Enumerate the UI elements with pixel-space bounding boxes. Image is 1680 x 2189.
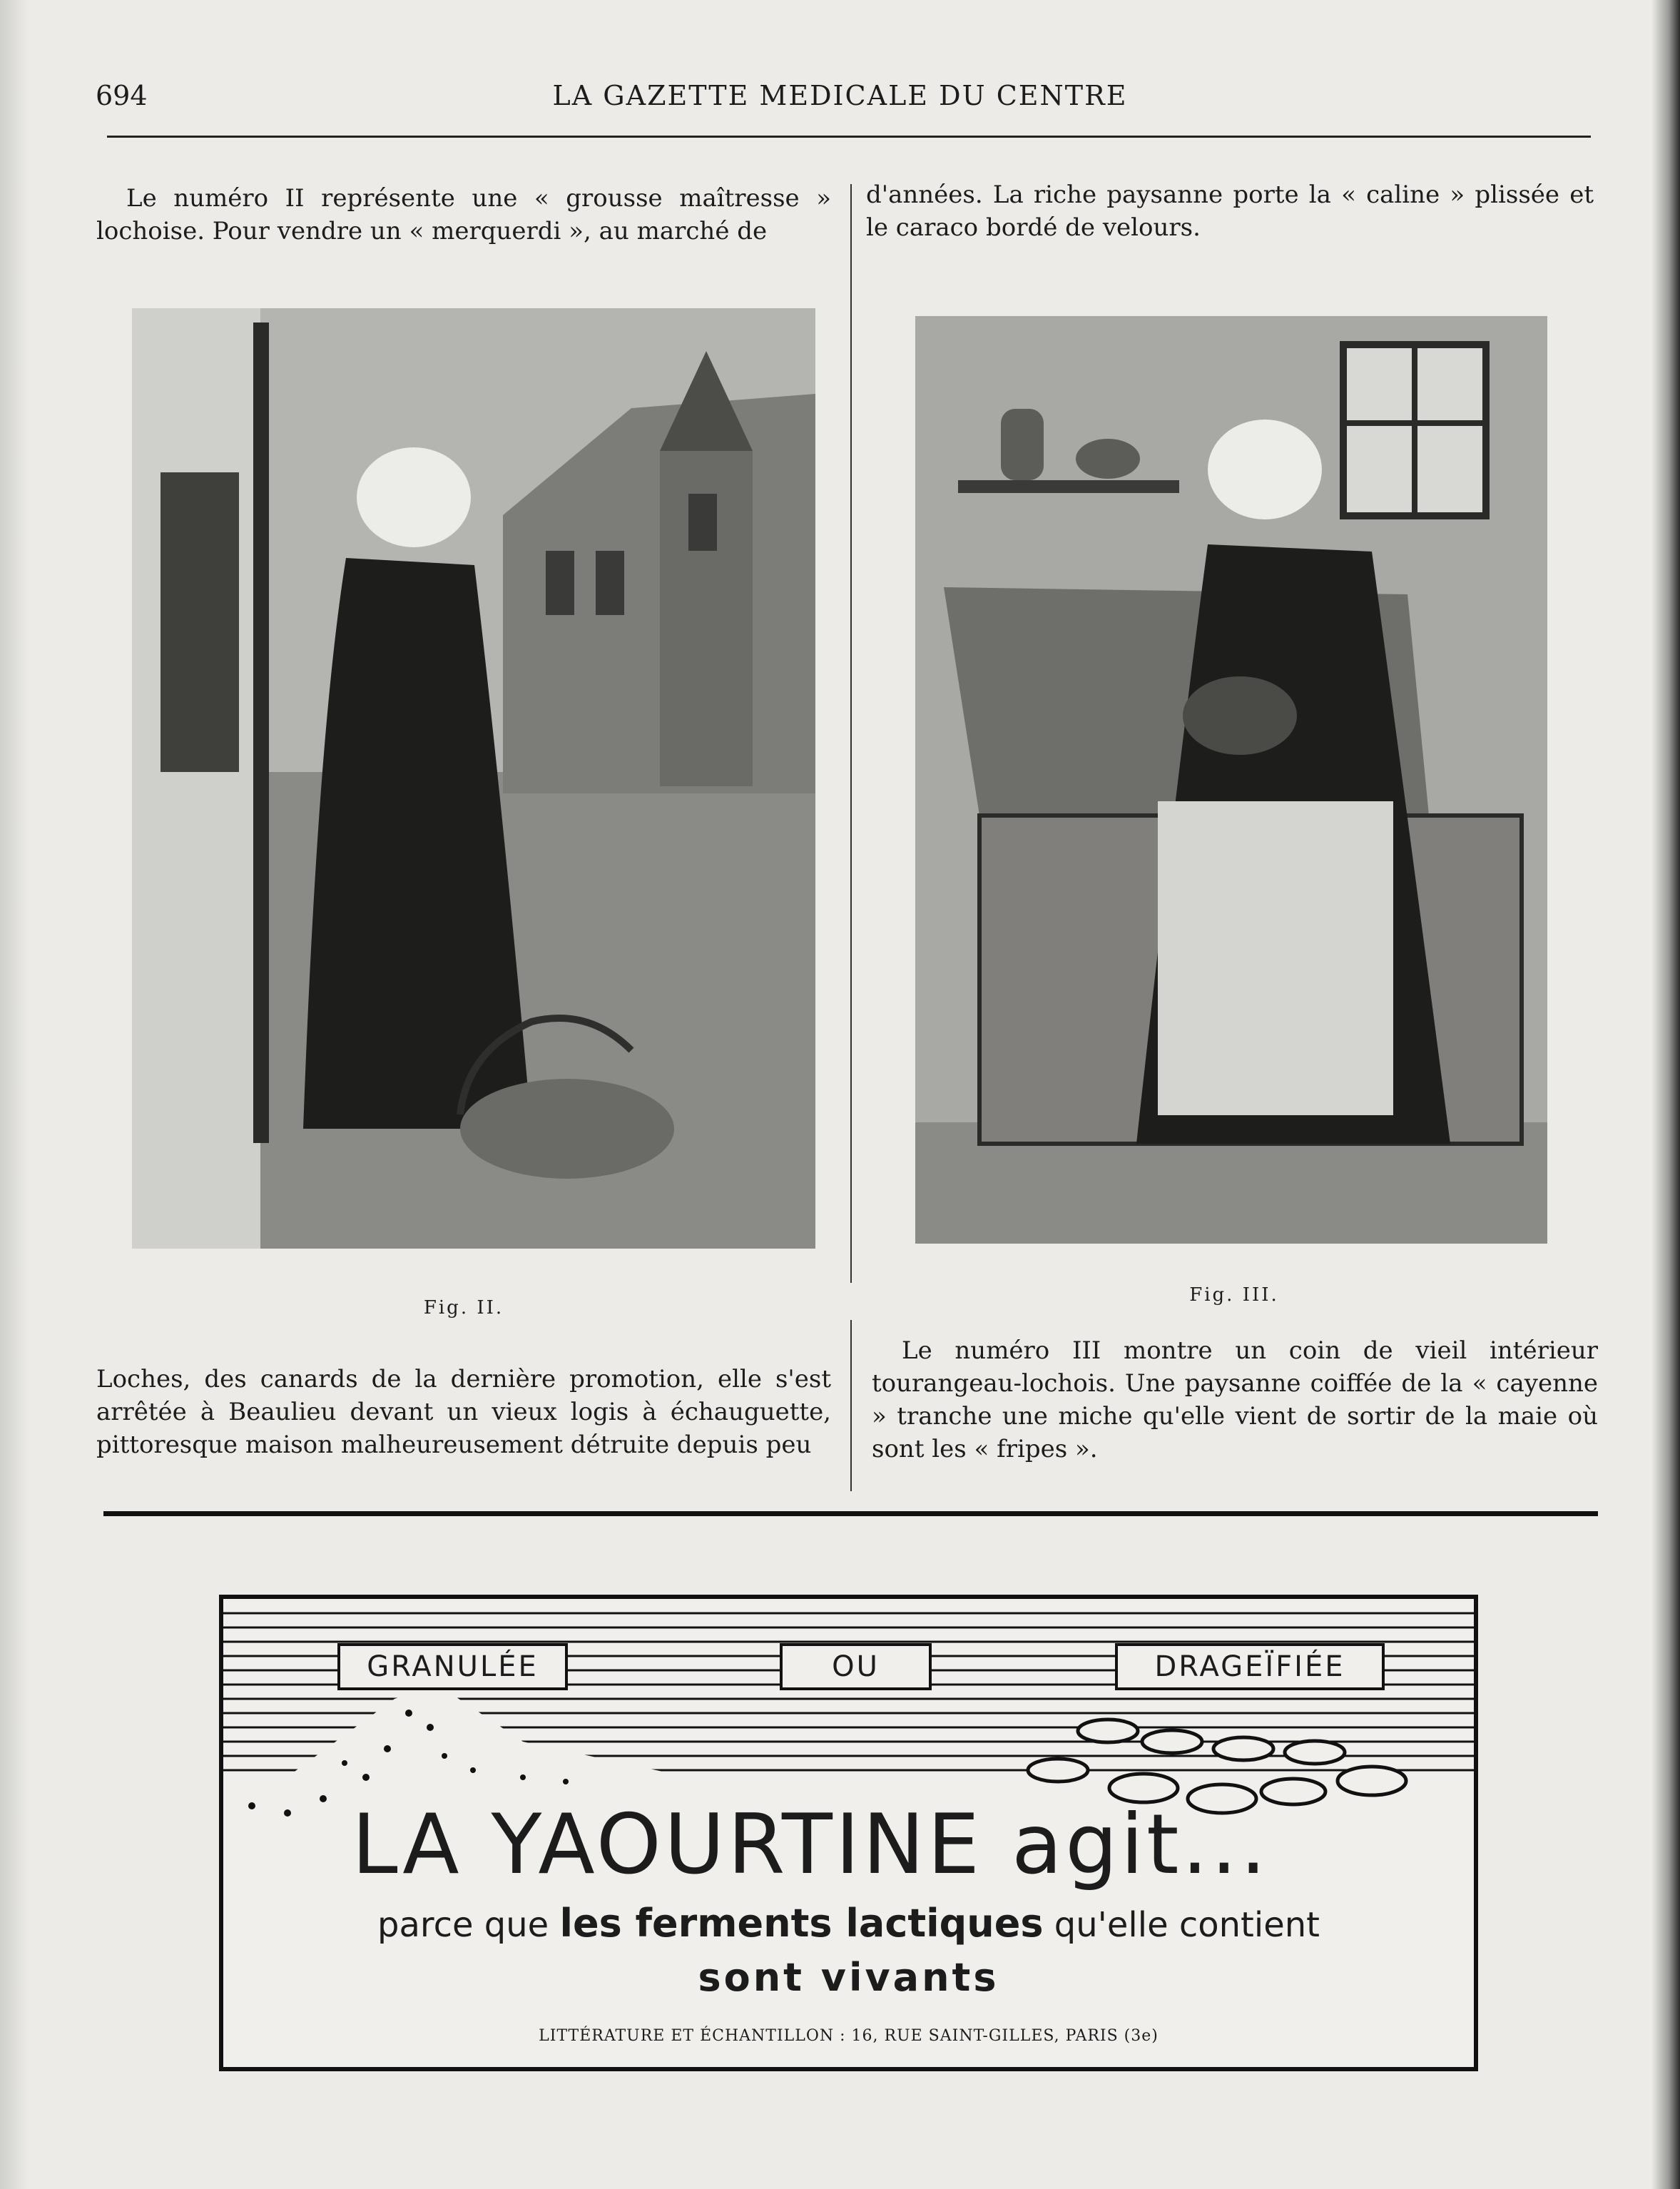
- text-bottom-right: [872, 1334, 1598, 1466]
- ad-title: LA YAOURTINE agit...: [352, 1797, 1270, 1893]
- paragraph: Le numéro II représente une « grousse maîtresse » lochoise. Pour vendre un « merquerdi », au marché de: [96, 184, 831, 245]
- ad-background-lines: [223, 1599, 1474, 1827]
- paragraph: Le numéro III montre un coin de vieil intérieur tourangeau-lochois. Une paysanne coiffée de la « cayenne » tranche une miche qu'elle vient de sortir de la maie où sont les « fripes ».: [872, 1336, 1598, 1463]
- text-bottom-left: [96, 1363, 831, 1461]
- page-gutter-left: [0, 0, 29, 2189]
- ad-footer-address: LITTÉRATURE ET ÉCHANTILLON : 16, RUE SAINT-GILLES, PARIS (3e): [539, 2027, 1159, 2045]
- figure-2-illustration: [132, 308, 815, 1249]
- figure-3-caption: Fig. III.: [1189, 1284, 1279, 1306]
- ad-slogan-emphasis: sont vivants: [698, 1955, 999, 2000]
- ad-slogan-prefix: parce que: [377, 1905, 549, 1945]
- column-divider: [850, 184, 852, 1283]
- ad-slogan-suffix: qu'elle contient: [1054, 1905, 1320, 1945]
- yaourtine-advertisement: [219, 1595, 1478, 2071]
- page-gutter-right: [1651, 0, 1680, 2189]
- header-rule: [107, 136, 1591, 138]
- page-number: 694: [96, 80, 148, 111]
- ad-slogan-bold: les ferments lactiques: [559, 1901, 1044, 1946]
- running-head: LA GAZETTE MEDICALE DU CENTRE: [552, 80, 1128, 111]
- text-top-right: [866, 178, 1594, 244]
- ad-slogan-line: [223, 1902, 1474, 1946]
- text-top-left: [96, 182, 831, 248]
- section-rule: [103, 1511, 1598, 1516]
- paragraph: d'années. La riche paysanne porte la « caline » plissée et le caraco bordé de velours.: [866, 181, 1594, 242]
- figure-3-illustration: [915, 316, 1547, 1244]
- ad-tag-drageifiee: DRAGEÏFIÉE: [1115, 1643, 1385, 1690]
- ad-tag-granulee: GRANULÉE: [337, 1643, 568, 1690]
- ad-tag-ou: OU: [780, 1643, 932, 1690]
- figure-2-caption: Fig. II.: [423, 1297, 504, 1319]
- column-divider: [850, 1320, 852, 1491]
- paragraph: Loches, des canards de la dernière promotion, elle s'est arrêtée à Beaulieu devant un vieux logis à échauguette, pittoresque maison malheureusement détruite depuis peu: [96, 1365, 831, 1459]
